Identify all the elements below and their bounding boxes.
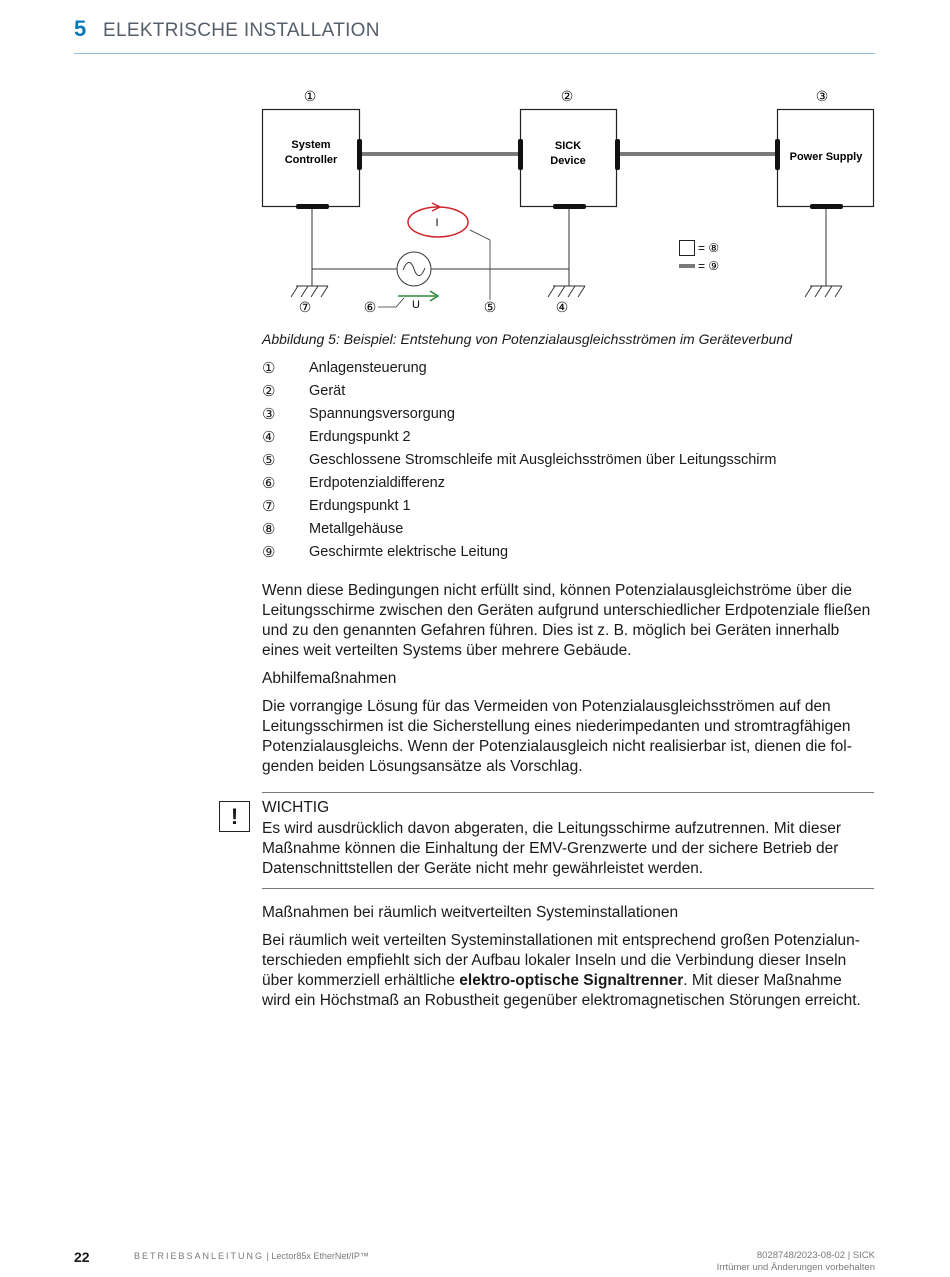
footer-doc-id: 8028748/2023-08-02 | SICK bbox=[756, 1250, 875, 1261]
legend-text: Metallgehäuse bbox=[309, 520, 404, 537]
list-item bbox=[262, 379, 882, 402]
list-item bbox=[262, 402, 882, 425]
list-item bbox=[262, 356, 882, 379]
housing-key-icon bbox=[680, 241, 695, 256]
ground-symbol-3 bbox=[805, 286, 842, 297]
emphasis-text: elektro-optische Signaltrenner bbox=[459, 972, 684, 989]
legend-number: ④ bbox=[262, 428, 276, 446]
figure-legend bbox=[262, 356, 882, 563]
heading-remedies: Abhilfemaßnahmen bbox=[262, 670, 397, 687]
connector bbox=[518, 139, 523, 170]
legend-number: ⑤ bbox=[262, 451, 276, 469]
heading-distributed: Maßnahmen bei räumlich weitverteilten Systeminstallationen bbox=[262, 904, 679, 921]
system-label-line1: System bbox=[291, 139, 331, 151]
list-item bbox=[262, 471, 882, 494]
ground-loop-diagram bbox=[0, 0, 950, 330]
paragraph-text: . Mit dieser Maßnahme wird ein Höchstmaß an Robustheit gegenüber elektromagnetischen Störungen erreicht. bbox=[262, 972, 861, 1009]
marker-6: ⑥ bbox=[363, 299, 377, 315]
note-title: WICHTIG bbox=[262, 799, 330, 816]
note-bottom-rule bbox=[262, 888, 874, 889]
list-item bbox=[262, 540, 882, 563]
leader-line-6 bbox=[378, 298, 404, 307]
marker-7: ⑦ bbox=[298, 299, 312, 315]
legend-number: ⑨ bbox=[262, 543, 276, 561]
note-text: Es wird ausdrücklich davon abgeraten, die Leitungsschirme aufzutrennen. Mit dieser Maßnahme können die Einhaltung der EMV-Grenzwerte und der sichere Betrieb der Datenschnittstellen der Geräte nicht mehr gewährleistet werden. bbox=[262, 820, 841, 877]
legend-number: ① bbox=[262, 359, 276, 377]
footer-product: | Lector85x EtherNet/IP™ bbox=[266, 1251, 369, 1261]
legend-text: Erdungspunkt 1 bbox=[309, 497, 411, 514]
connector bbox=[296, 204, 329, 209]
marker-3: ③ bbox=[815, 88, 829, 104]
sick-label-line2: Device bbox=[550, 155, 586, 167]
footer-doc-type: BETRIEBSANLEITUNG bbox=[134, 1251, 265, 1261]
page-number: 22 bbox=[74, 1249, 90, 1265]
footer-disclaimer: Irrtümer und Änderungen vorbehalten bbox=[716, 1262, 875, 1273]
legend-text: Erdungspunkt 2 bbox=[309, 428, 411, 445]
list-item bbox=[262, 517, 882, 540]
legend-number: ⑥ bbox=[262, 474, 276, 492]
footer-right bbox=[717, 1250, 875, 1274]
ground-symbol-1 bbox=[291, 286, 328, 297]
figure-caption: Abbildung 5: Beispiel: Entstehung von Potenzialausgleichsströmen im Geräteverbund bbox=[262, 331, 792, 347]
legend-number: ③ bbox=[262, 405, 276, 423]
connector bbox=[615, 139, 620, 170]
legend-text: Spannungsversorgung bbox=[309, 405, 455, 422]
legend-text: Geschlossene Stromschleife mit Ausgleichsströmen über Leitungsschirm bbox=[309, 451, 777, 468]
ground-symbol-2 bbox=[548, 286, 585, 297]
note-top-rule bbox=[262, 792, 874, 793]
connector bbox=[553, 204, 586, 209]
paragraph-distributed bbox=[262, 931, 874, 1011]
marker-4: ④ bbox=[555, 299, 569, 315]
footer-document bbox=[134, 1251, 369, 1261]
voltage-label: U bbox=[412, 299, 420, 311]
marker-1: ① bbox=[303, 88, 317, 104]
chapter-title: ELEKTRISCHE INSTALLATION bbox=[103, 20, 380, 41]
list-item bbox=[262, 494, 882, 517]
marker-5: ⑤ bbox=[483, 299, 497, 315]
legend-text: Gerät bbox=[309, 382, 346, 399]
legend-number: ② bbox=[262, 382, 276, 400]
power-supply-label: Power Supply bbox=[789, 151, 863, 163]
system-label-line2: Controller bbox=[284, 154, 338, 166]
leader-line-5 bbox=[470, 230, 490, 300]
connector bbox=[810, 204, 843, 209]
chapter-number: 5 bbox=[74, 16, 87, 41]
connector bbox=[775, 139, 780, 170]
paragraph-remedies: Die vorrangige Lösung für das Vermeiden von Potenzialausgleichsströmen auf den Leitungsschirmen ist die Sicherstellung eines niederimpedanten und stromtragfähigen Potenzialausgleichs. Wenn der Potenzialausgleich nicht realisierbar ist, dienen die folgenden beiden Lösungsansätze als Vorschlag. bbox=[262, 698, 852, 775]
current-label: I bbox=[435, 217, 439, 229]
connector bbox=[357, 139, 362, 170]
list-item bbox=[262, 425, 882, 448]
paragraph-text: Bei räumlich weit verteilten Systeminstallationen mit entsprechend großen Potenzialunterschieden empfiehlt sich der Aufbau lokaler Inseln und die Verbindung dieser Inseln über kommerziell erhältliche bbox=[262, 932, 860, 989]
legend-eq9: = ⑨ bbox=[698, 259, 720, 273]
sick-label-line1: SICK bbox=[554, 140, 582, 152]
legend-text: Anlagensteuerung bbox=[309, 359, 427, 376]
legend-text: Erdpotenzialdifferenz bbox=[309, 474, 445, 491]
legend-text: Geschirmte elektrische Leitung bbox=[309, 543, 509, 560]
list-item bbox=[262, 448, 882, 471]
legend-number: ⑦ bbox=[262, 497, 276, 515]
marker-2: ② bbox=[560, 88, 574, 104]
important-icon: ! bbox=[219, 801, 250, 832]
paragraph-conditions: Wenn diese Bedingungen nicht erfüllt sind, können Potenzialausgleichströme über die Leitungsschirme zwischen den Geräten aufgrund unterschiedlicher Erdpotenziale fließen und zu den genannten Gefahren führen. Dies ist z. B. möglich bei Geräten innerhalb eines weit verteilten Systems über mehrere Gebäude. bbox=[262, 582, 871, 659]
legend-eq8: = ⑧ bbox=[698, 241, 720, 255]
legend-number: ⑧ bbox=[262, 520, 276, 538]
